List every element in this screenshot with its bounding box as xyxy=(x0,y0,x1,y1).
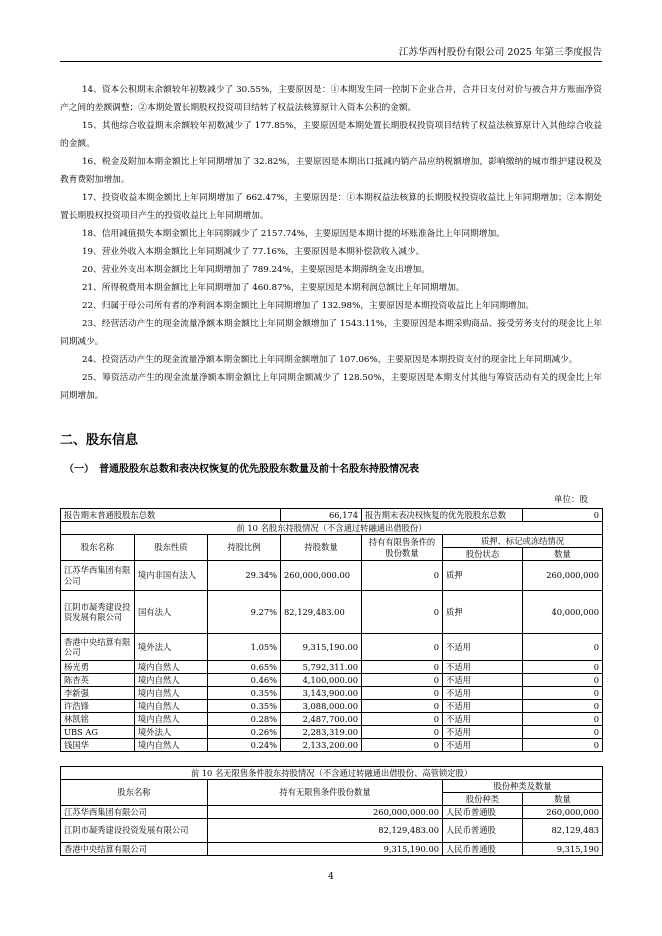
header-share-type: 股份种类 xyxy=(443,793,523,806)
header-pledge-group: 质押、标记或冻结情况 xyxy=(443,535,603,548)
pledge-status: 不适用 xyxy=(443,739,523,752)
note-paragraph: 22、归属于母公司所有者的净利润本期金额比上年同期增加了 132.98%，主要原因是本期投资收益比上年同期增加。 xyxy=(82,301,535,311)
table-row xyxy=(61,591,603,634)
header-type-group: 股份种类及数量 xyxy=(443,780,603,793)
restricted-quantity: 0 xyxy=(362,661,443,674)
unrestricted-shareholders-table xyxy=(60,766,603,856)
shareholder-name: UBS AG xyxy=(61,726,135,739)
shareholder-name: 江阴市凝秀建设投资发展有限公司 xyxy=(61,591,135,634)
shareholding-ratio: 0.26% xyxy=(208,726,281,739)
share-type: 人民币普通股 xyxy=(443,843,523,856)
shareholder-nature: 境内非国有法人 xyxy=(135,561,208,591)
note-paragraph: 18、信用减值损失本期金额比上年同期减少了 2157.74%，主要原因是本期计提的坏账准备比上年同期增加。 xyxy=(82,229,505,239)
shareholder-nature: 境内自然人 xyxy=(135,674,208,687)
pledge-quantity: 0 xyxy=(523,739,603,752)
pledge-status: 不适用 xyxy=(443,687,523,700)
header-share-amount: 数量 xyxy=(523,793,603,806)
pledge-quantity: 0 xyxy=(523,726,603,739)
shareholding-quantity: 2,487,700.00 xyxy=(281,713,362,726)
table-row xyxy=(61,819,603,843)
shareholder-name: 香港中央结算有限公司 xyxy=(61,843,208,856)
shareholding-quantity: 2,133,200.00 xyxy=(281,739,362,752)
restricted-quantity: 0 xyxy=(362,739,443,752)
table-row xyxy=(61,661,603,674)
shareholding-ratio: 0.28% xyxy=(208,713,281,726)
page-number: 4 xyxy=(328,872,334,882)
preferred-holders-label: 报告期末表决权恢复的优先股股东总数 xyxy=(362,509,523,522)
header-restricted: 持有有限售条件的股份数量 xyxy=(362,535,443,561)
shareholder-nature: 境内自然人 xyxy=(135,700,208,713)
unrestricted-quantity: 9,315,190.00 xyxy=(208,843,443,856)
shareholder-name: 李新强 xyxy=(61,687,135,700)
pledge-quantity: 0 xyxy=(523,661,603,674)
top10-table-title: 前 10 名股东持股情况（不含通过转融通出借股份） xyxy=(61,522,603,535)
note-paragraph: 23、经营活动产生的现金流量净额本期金额比上年同期金额增加了 1543.11%，主要原因是本期采购商品、接受劳务支付的现金比上年同期减少。 xyxy=(60,319,602,347)
pledge-quantity: 0 xyxy=(523,687,603,700)
shareholding-quantity: 3,143,900.00 xyxy=(281,687,362,700)
shareholder-name: 杨光勇 xyxy=(61,661,135,674)
note-paragraph: 20、营业外支出本期金额比上年同期增加了 789.24%，主要原因是本期滞纳金支出增加。 xyxy=(82,265,430,275)
preferred-holders-value: 0 xyxy=(523,509,603,522)
table-row xyxy=(61,739,603,752)
restricted-quantity: 0 xyxy=(362,561,443,591)
shareholder-name: 香港中央结算有限公司 xyxy=(61,634,135,661)
shareholding-quantity: 9,315,190.00 xyxy=(281,634,362,661)
shareholding-ratio: 0.35% xyxy=(208,700,281,713)
report-header-title: 江苏华西村股份有限公司 2025 年第三季度报告 xyxy=(398,47,602,58)
note-paragraph: 16、税金及附加本期金额比上年同期增加了 32.82%，主要原因是本期出口抵减内销产品应纳税额增加，影响缴纳的城市维护建设税及教育费附加增加。 xyxy=(60,157,602,185)
common-holders-label: 报告期末普通股股东总数 xyxy=(61,509,281,522)
header-unrestricted-qty: 持有无限售条件股份数量 xyxy=(208,780,443,806)
shareholding-ratio: 0.24% xyxy=(208,739,281,752)
unrestricted-quantity: 260,000,000.00 xyxy=(208,806,443,819)
section-title: 二、股东信息 xyxy=(60,433,139,448)
shareholder-name: 陈杏英 xyxy=(61,674,135,687)
header-name: 股东名称 xyxy=(61,780,208,806)
pledge-status: 质押 xyxy=(443,561,523,591)
header-ratio: 持股比例 xyxy=(208,535,281,561)
shareholding-quantity: 3,088,000.00 xyxy=(281,700,362,713)
pledge-quantity: 0 xyxy=(523,674,603,687)
shareholding-quantity: 2,283,319.00 xyxy=(281,726,362,739)
shareholding-ratio: 0.35% xyxy=(208,687,281,700)
shareholder-nature: 国有法人 xyxy=(135,591,208,634)
shareholding-ratio: 0.65% xyxy=(208,661,281,674)
restricted-quantity: 0 xyxy=(362,713,443,726)
shareholding-ratio: 0.46% xyxy=(208,674,281,687)
shareholder-name: 江阴市凝秀建设投资发展有限公司 xyxy=(61,819,208,843)
header-nature: 股东性质 xyxy=(135,535,208,561)
note-paragraph: 19、营业外收入本期金额比上年同期减少了 77.16%，主要原因是本期补偿款收入减少。 xyxy=(82,247,425,257)
share-type: 人民币普通股 xyxy=(443,819,523,843)
shareholding-ratio: 1.05% xyxy=(208,634,281,661)
note-paragraph: 25、筹资活动产生的现金流量净额本期金额比上年同期金额减少了 128.50%，主要原因是本期支付其他与筹资活动有关的现金比上年同期增加。 xyxy=(60,373,602,401)
restricted-quantity: 0 xyxy=(362,726,443,739)
pledge-status: 不适用 xyxy=(443,700,523,713)
unrestricted-table-title: 前 10 名无限售条件股东持股情况（不含通过转融通出借股份、高管锁定股） xyxy=(61,767,603,780)
header-quantity: 持股数量 xyxy=(281,535,362,561)
pledge-status: 不适用 xyxy=(443,713,523,726)
shareholding-quantity: 5,792,311.00 xyxy=(281,661,362,674)
subsection-title: （一） 普通股股东总数和表决权恢复的优先股股东数量及前十名股东持股情况表 xyxy=(64,464,419,475)
shareholder-nature: 境内自然人 xyxy=(135,661,208,674)
table-row xyxy=(61,843,603,856)
pledge-status: 不适用 xyxy=(443,661,523,674)
note-paragraph: 15、其他综合收益期末余额较年初数减少了 177.85%，主要原因是本期处置长期股权投资项目结转了权益法核算原计入其他综合收益的金额。 xyxy=(60,121,602,149)
pledge-quantity: 0 xyxy=(523,634,603,661)
shareholder-name: 钱国华 xyxy=(61,739,135,752)
pledge-quantity: 40,000,000 xyxy=(523,591,603,634)
table-row xyxy=(61,674,603,687)
pledge-status: 不适用 xyxy=(443,726,523,739)
note-paragraph: 14、资本公积期末余额较年初数减少了 30.55%，主要原因是：①本期发生同一控制下企业合并，合并日支付对价与被合并方账面净资产之间的差额调整；②本期处置长期股权投资项目结转了权益法核算原计入资本公积的金额。 xyxy=(60,85,602,113)
table-row xyxy=(61,713,603,726)
table-row xyxy=(61,806,603,819)
shareholder-name: 江苏华西集团有限公司 xyxy=(61,806,208,819)
header-name: 股东名称 xyxy=(61,535,135,561)
restricted-quantity: 0 xyxy=(362,591,443,634)
shareholder-nature: 境外法人 xyxy=(135,726,208,739)
table-row xyxy=(61,561,603,591)
pledge-status: 质押 xyxy=(443,591,523,634)
restricted-quantity: 0 xyxy=(362,687,443,700)
table-row xyxy=(61,634,603,661)
shareholder-nature: 境内自然人 xyxy=(135,687,208,700)
note-paragraph: 24、投资活动产生的现金流量净额本期金额比上年同期金额增加了 107.06%，主要原因是本期投资支付的现金比上年同期减少。 xyxy=(82,355,578,365)
shareholding-ratio: 9.27% xyxy=(208,591,281,634)
note-paragraph: 17、投资收益本期金额比上年同期增加了 662.47%，主要原因是：①本期权益法核算的长期股权投资收益比上年同期增加；②本期处置长期股权投资项目产生的投资收益比上年同期增加。 xyxy=(60,193,602,221)
header-pledge-status: 股份状态 xyxy=(443,548,523,561)
share-amount: 260,000,000 xyxy=(523,806,603,819)
share-amount: 9,315,190 xyxy=(523,843,603,856)
table-row xyxy=(61,700,603,713)
shareholder-nature: 境外法人 xyxy=(135,634,208,661)
shareholder-nature: 境内自然人 xyxy=(135,739,208,752)
note-paragraph: 21、所得税费用本期金额比上年同期增加了 460.87%，主要原因是本期利润总额比上年同期增加。 xyxy=(82,283,465,293)
shareholding-quantity: 260,000,000.00 xyxy=(281,561,362,591)
header-divider xyxy=(60,61,602,62)
notes-paragraphs xyxy=(60,81,602,405)
pledge-status: 不适用 xyxy=(443,674,523,687)
pledge-quantity: 260,000,000 xyxy=(523,561,603,591)
shareholder-name: 江苏华西集团有限公司 xyxy=(61,561,135,591)
table-row xyxy=(61,726,603,739)
share-amount: 82,129,483 xyxy=(523,819,603,843)
shareholding-ratio: 29.34% xyxy=(208,561,281,591)
shareholding-quantity: 82,129,483.00 xyxy=(281,591,362,634)
restricted-quantity: 0 xyxy=(362,634,443,661)
pledge-quantity: 0 xyxy=(523,700,603,713)
restricted-quantity: 0 xyxy=(362,700,443,713)
shareholding-quantity: 4,100,000.00 xyxy=(281,674,362,687)
unit-label: 单位：股 xyxy=(553,495,588,505)
pledge-status: 不适用 xyxy=(443,634,523,661)
shareholder-name: 林凯铭 xyxy=(61,713,135,726)
common-holders-value: 66,174 xyxy=(281,509,362,522)
top10-shareholders-table xyxy=(60,508,603,752)
table-row xyxy=(61,687,603,700)
unrestricted-quantity: 82,129,483.00 xyxy=(208,819,443,843)
header-pledge-qty: 数量 xyxy=(523,548,603,561)
shareholder-name: 许浩锋 xyxy=(61,700,135,713)
restricted-quantity: 0 xyxy=(362,674,443,687)
share-type: 人民币普通股 xyxy=(443,806,523,819)
pledge-quantity: 0 xyxy=(523,713,603,726)
shareholder-nature: 境内自然人 xyxy=(135,713,208,726)
